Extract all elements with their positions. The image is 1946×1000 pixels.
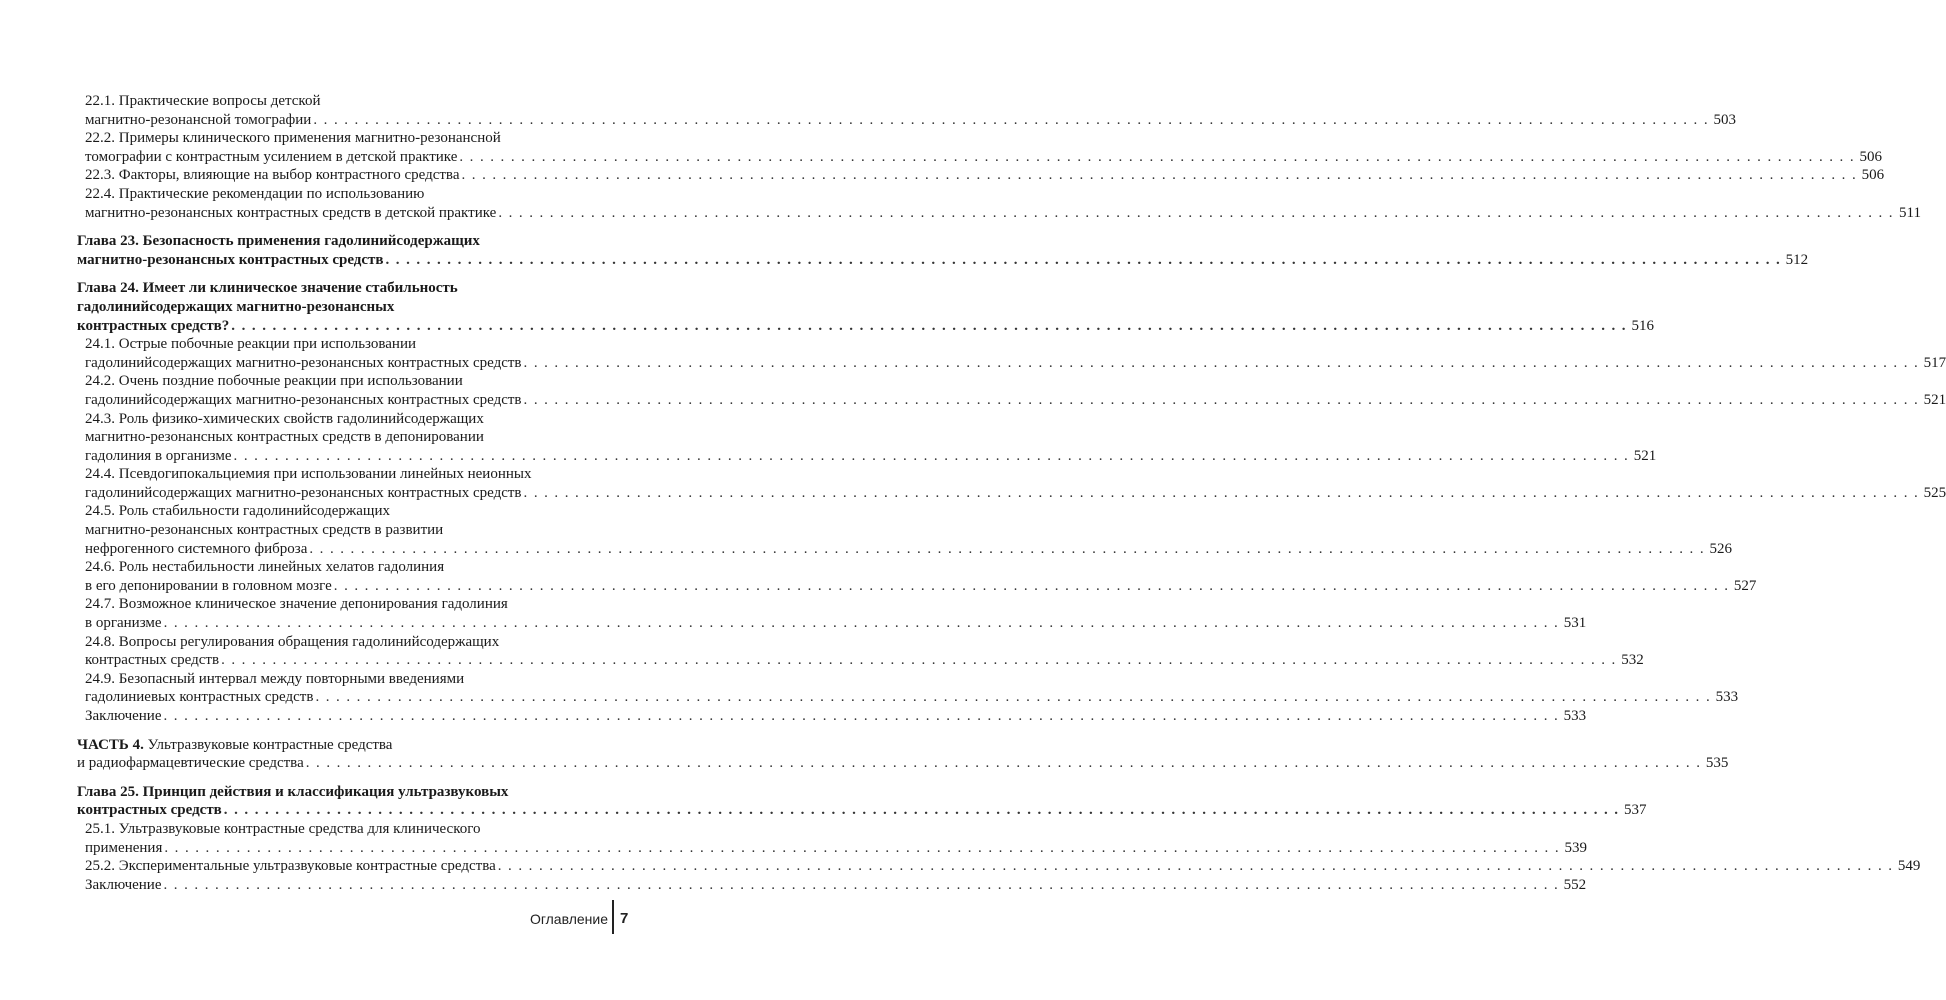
toc-entry-text: томографии с контрастным усилением в детской практике — [85, 148, 458, 165]
dot-leader — [334, 577, 1730, 596]
page-number: 539 — [1564, 839, 1587, 856]
toc-entry-text: гадолиниевых контрастных средств — [85, 689, 314, 706]
page-number: 512 — [1785, 251, 1809, 268]
page-footer — [0, 900, 700, 940]
dot-leader — [498, 857, 1894, 876]
toc-entry-text: 24.8. Вопросы регулирования обращения гадолинийсодержащих — [85, 633, 500, 650]
running-title: Оглавление — [529, 911, 608, 927]
dot-leader — [221, 651, 1617, 670]
page-number: 533 — [1715, 689, 1739, 706]
toc-entry-conclusion-25[interactable] — [77, 876, 1587, 895]
page-number: 525 — [1923, 484, 1946, 501]
page-number: 549 — [1897, 858, 1921, 875]
toc-entry-text: 24.5. Роль стабильности гадолинийсодержащих — [85, 503, 390, 520]
page-number: 535 — [1705, 755, 1729, 772]
toc-entry-text: 24.6. Роль нестабильности линейных хелатов гадолиния — [85, 559, 445, 576]
dot-leader — [461, 166, 1857, 185]
toc-entry-24-8[interactable] — [77, 633, 1644, 670]
toc-chapter-25[interactable] — [77, 783, 1647, 820]
page-number: 516 — [1631, 317, 1654, 334]
part-title: и радиофармацевтические средства — [77, 755, 304, 772]
dot-leader — [524, 484, 1920, 503]
dot-leader — [164, 876, 1560, 895]
toc-entry-24-4[interactable] — [77, 465, 1946, 502]
toc-entry-text: гадолиния в организме — [85, 447, 232, 464]
page-number: 503 — [1713, 111, 1736, 128]
dot-leader — [231, 317, 1627, 336]
chapter-title: Глава 25. Принцип действия и классификация ультразвуковых — [77, 783, 509, 800]
toc-entry-text: Заключение — [85, 876, 162, 893]
toc-entry-24-5[interactable] — [77, 502, 1733, 558]
dot-leader — [386, 251, 1782, 270]
chapter-title: контрастных средств — [77, 802, 222, 819]
part-label: ЧАСТЬ 4. — [77, 736, 144, 753]
footer-divider — [612, 900, 614, 934]
page-number: 526 — [1709, 540, 1733, 557]
toc-entry-text: 24.9. Безопасный интервал между повторными введениями — [85, 670, 465, 687]
folio-page-number: 7 — [620, 910, 629, 927]
toc-entry-24-6[interactable] — [77, 558, 1757, 595]
toc-entry-text: 22.4. Практические рекомендации по использованию — [85, 185, 425, 202]
dot-leader — [313, 111, 1709, 130]
toc-chapter-23[interactable] — [77, 232, 1809, 269]
dot-leader — [306, 754, 1702, 773]
toc-entry-conclusion-24[interactable] — [77, 707, 1587, 726]
toc-entry-text: 25.2. Экспериментальные ультразвуковые контрастные средства — [85, 858, 496, 875]
dot-leader — [315, 688, 1711, 707]
chapter-title: Глава 24. Имеет ли клиническое значение стабильность — [77, 280, 458, 297]
page-number: 527 — [1733, 577, 1757, 594]
toc-entry-text: магнитно-резонансных контрастных средств в развитии — [85, 522, 444, 539]
table-of-contents — [77, 92, 1946, 894]
dot-leader — [234, 447, 1630, 466]
toc-entry-text: 24.7. Возможное клиническое значение депонирования гадолиния — [85, 596, 508, 613]
toc-entry-text: контрастных средств — [85, 652, 220, 669]
dot-leader — [524, 391, 1920, 410]
page-number: 532 — [1621, 652, 1644, 669]
page-number: 521 — [1923, 391, 1946, 408]
toc-entry-text: магнитно-резонансных контрастных средств в детской практике — [85, 204, 497, 221]
toc-entry-text: 22.3. Факторы, влияющие на выбор контрастного средства — [85, 167, 460, 184]
page-number: 511 — [1899, 204, 1921, 221]
dot-leader — [459, 148, 1855, 167]
chapter-title: Глава 23. Безопасность применения гадолинийсодержащих — [77, 233, 480, 250]
part-title: Ультразвуковые контрастные средства — [143, 736, 393, 753]
toc-entry-text: в его депонировании в головном мозге — [85, 577, 332, 594]
toc-part-4[interactable] — [77, 736, 1729, 773]
chapter-title: гадолинийсодержащих магнитно-резонансных — [77, 298, 395, 315]
toc-entry-text: 25.1. Ультразвуковые контрастные средства для клинического — [85, 820, 481, 837]
toc-entry-text: гадолинийсодержащих магнитно-резонансных контрастных средств — [85, 391, 522, 408]
page-number: 517 — [1923, 354, 1946, 371]
toc-entry-25-1[interactable] — [77, 820, 1587, 857]
page-number: 552 — [1563, 876, 1587, 893]
toc-entry-text: гадолинийсодержащих магнитно-резонансных контрастных средств — [85, 484, 522, 501]
toc-entry-text: 24.1. Острые побочные реакции при использовании — [85, 336, 417, 353]
toc-entry-text: 24.4. Псевдогипокальциемия при использовании линейных неионных — [85, 466, 532, 483]
toc-entry-text: 24.2. Очень поздние побочные реакции при использовании — [85, 373, 463, 390]
toc-entry-22-3[interactable] — [77, 166, 1885, 185]
toc-entry-24-2[interactable] — [77, 372, 1946, 409]
chapter-title: контрастных средств? — [77, 317, 230, 334]
dot-leader — [309, 540, 1705, 559]
toc-entry-text: 22.2. Примеры клинического применения магнитно-резонансной — [85, 130, 501, 147]
toc-entry-24-1[interactable] — [77, 335, 1946, 372]
dot-leader — [164, 707, 1560, 726]
toc-entry-24-7[interactable] — [77, 595, 1587, 632]
dot-leader — [224, 801, 1620, 820]
toc-entry-text: магнитно-резонансных контрастных средств в депонировании — [85, 429, 484, 446]
page-number: 531 — [1563, 615, 1587, 632]
toc-entry-text: гадолинийсодержащих магнитно-резонансных контрастных средств — [85, 354, 522, 371]
toc-entry-text: в организме — [85, 615, 162, 632]
toc-entry-text: 22.1. Практические вопросы детской — [85, 93, 321, 109]
toc-entry-text: магнитно-резонансной томографии — [85, 111, 312, 128]
toc-entry-22-4[interactable] — [77, 185, 1921, 222]
toc-entry-text: Заключение — [85, 708, 162, 724]
dot-leader — [524, 354, 1920, 373]
dot-leader — [164, 614, 1560, 633]
page-number: 537 — [1623, 802, 1647, 819]
dot-leader — [498, 204, 1894, 223]
toc-entry-text: нефрогенного системного фиброза — [85, 540, 308, 557]
chapter-title: магнитно-резонансных контрастных средств — [77, 251, 384, 268]
toc-chapter-24[interactable] — [77, 279, 1654, 335]
page-number: 521 — [1633, 447, 1657, 464]
toc-entry-25-2[interactable] — [77, 857, 1921, 876]
page-number: 506 — [1861, 167, 1885, 184]
toc-entry-22-1[interactable] — [77, 92, 1736, 129]
page-number: 506 — [1859, 148, 1883, 165]
toc-entry-22-2[interactable] — [77, 129, 1883, 166]
toc-entry-text: 24.3. Роль физико-химических свойств гадолинийсодержащих — [85, 410, 484, 427]
page-number: 533 — [1563, 708, 1587, 724]
toc-entry-24-9[interactable] — [77, 670, 1739, 707]
toc-entry-24-3[interactable] — [77, 410, 1657, 466]
toc-entry-text: применения — [85, 839, 163, 856]
dot-leader — [164, 839, 1560, 858]
